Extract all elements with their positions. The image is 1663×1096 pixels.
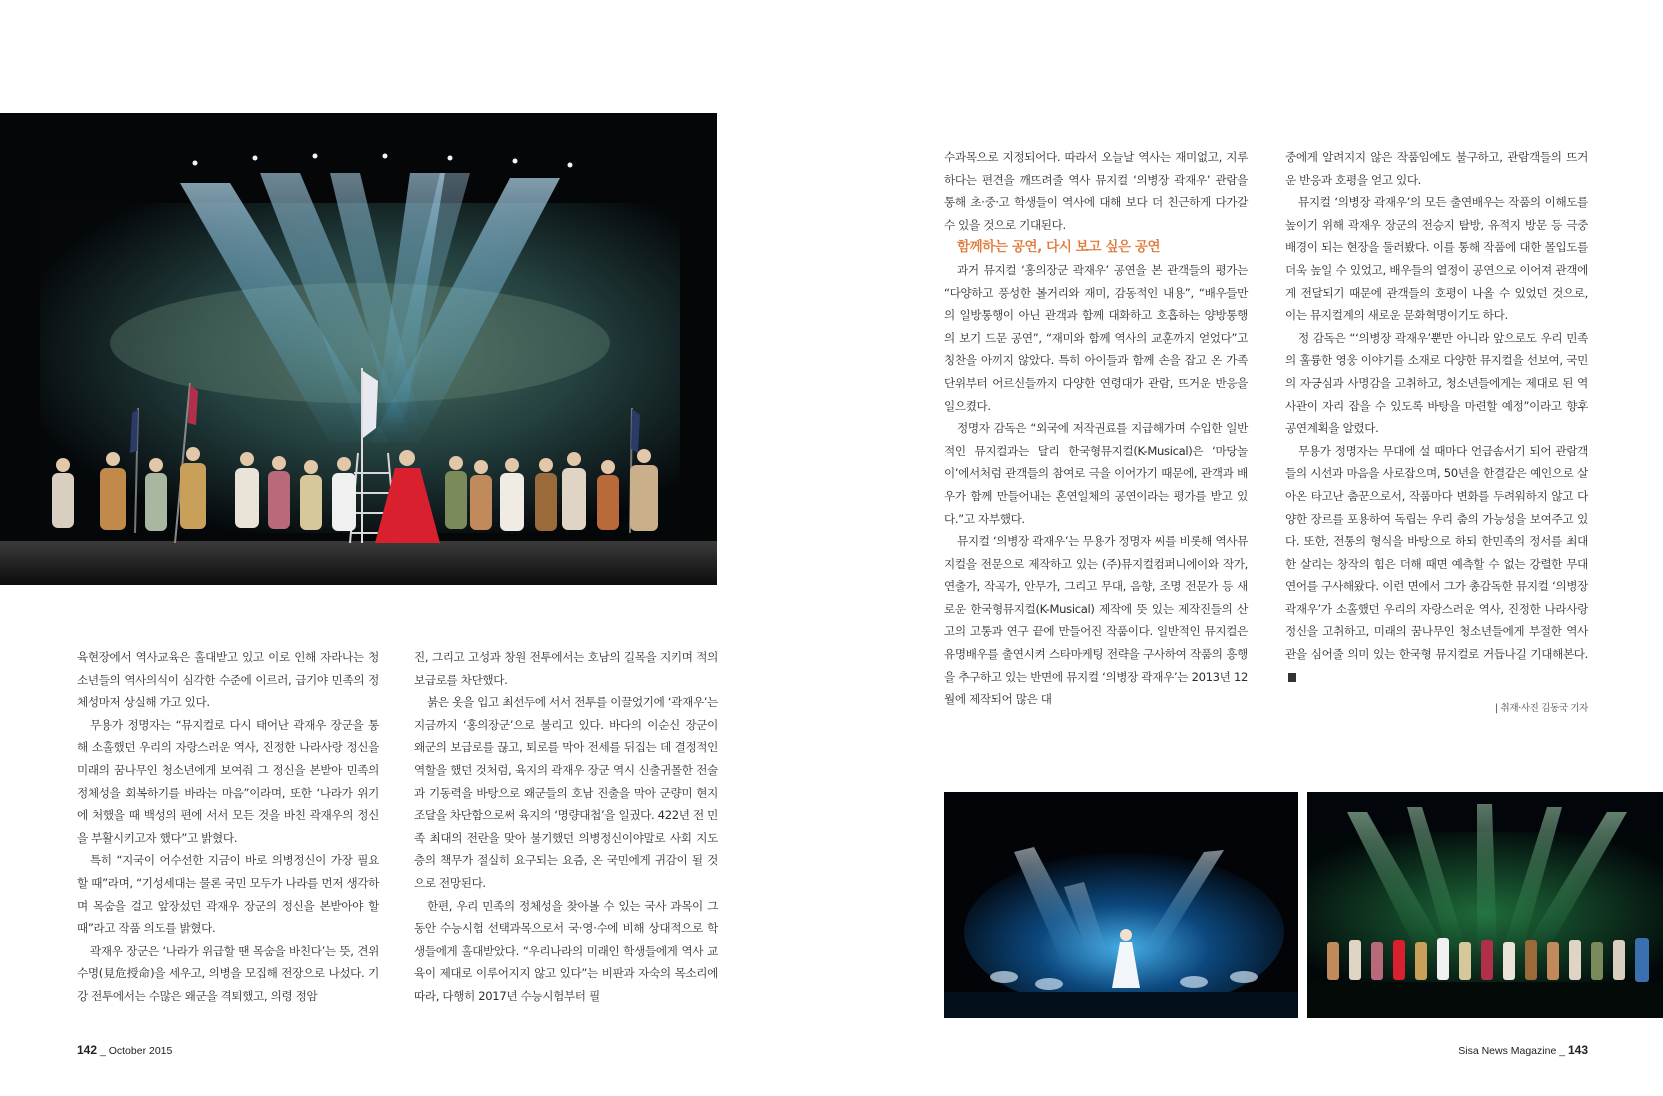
paragraph: 수과목으로 지정되어다. 따라서 오늘날 역사는 재미없고, 지루하다는 편견을 깨뜨려줄 역사 뮤지컬 ‘의병장 곽재우’ 관람을 통해 초·중·고 학생들이 역사에 대해 보다 더 친근하게 다가갈 수 있을 것으로 기대된다. xyxy=(944,150,1248,232)
paragraph: 곽재우 장군은 ‘나라가 위급할 땐 목숨을 바친다’는 뜻, 견위수명(見危授命)을 세우고, 의병을 모집해 전장으로 나섰다. 기강 전투에서는 수많은 왜군을 격퇴했고, 의령 정암 xyxy=(77,943,379,1003)
paragraph-text: 무용가 정명자는 무대에 설 때마다 언급솜서기 되어 관람객들의 시선과 마음을 사로잡으며, 50년을 한결같은 예인으로 살아온 타고난 춤꾼으로서, 작품마다 변화를 두려워하지 않고 다양한 장르를 포용하여 독립는 우리 춤의 가능성을 보여주고 있다. 또한, 전통의 형식을 바탕으로 하되 한민족의 정서를 최대한 살리는 창작의 힘은 더해 때면 예측할 수 없는 강렬한 무대 연어를 구사해왔다. 이런 면에서 그가 총감독한 뮤지컬 ‘의병장 곽재우’가 소홀했던 우리의 자랑스러운 역사, 진정한 나라사랑 정신을 고취하고, 미래의 꿈나무인 청소년들에게 부절한 역사관을 심어줄 의미 있는 한국형 뮤지컬로 거듭나길 기대해본다. xyxy=(1285,443,1588,662)
paragraph xyxy=(1285,440,1588,689)
paragraph: 뮤지컬 ‘의병장 곽재우’는 무용가 정명자 씨를 비롯해 역사뮤지컬을 전문으로 제작하고 있는 (주)뮤지컬컴퍼니에이와 작가, 연출가, 작곡가, 안무가, 그리고 무대, 음향, 조명 전문가 등 새로운 한국형뮤지컬(K-Musical) 제작에 뜻 있는 제작진들의 산고의 고통과 연구 끝에 만들어진 작품이다. 일반적인 뮤지컬은 유명배우를 출연시켜 스타마케팅 전략을 구사하여 작품의 흥행을 추구하고 있는 반면에 뮤지컬 ‘의병장 곽재우’는 2013년 12월에 제작되어 많은 대 xyxy=(944,534,1248,707)
end-mark-icon xyxy=(1288,673,1296,682)
magazine-name: Sisa News Magazine _ xyxy=(1458,1045,1566,1057)
left-page-column-1 xyxy=(77,646,379,1008)
left-page-folio xyxy=(77,1043,172,1057)
paragraph: 진, 그리고 고성과 창원 전투에서는 호남의 길목을 지키며 적의 보급로를 차단했다. xyxy=(414,650,718,687)
page-number: 142 xyxy=(77,1043,98,1057)
issue-date: _ October 2015 xyxy=(99,1045,173,1057)
stage-photo-main-image xyxy=(0,113,717,585)
paragraph: 중에게 알려지지 않은 작품임에도 불구하고, 관람객들의 뜨거운 반응과 호평을 얻고 있다. xyxy=(1285,150,1588,187)
paragraph: 정 감독은 “‘의병장 곽재우’뿐만 아니라 앞으로도 우리 민족의 훌륭한 영웅 이야기를 소재로 다양한 뮤지컬을 선보여, 국민의 자긍심과 사명감을 고취하고, 청소년들에게는 제대로 된 역사관이 자리 잡을 수 있도록 바탕을 마련할 예정”이라고 향후 공연계획을 알렸다. xyxy=(1285,330,1588,436)
stage-photo-solo xyxy=(944,792,1298,1018)
stage-photo-main xyxy=(0,113,717,585)
stage-photo-ensemble xyxy=(1307,792,1663,1018)
photo-credit: | 취재·사진 김동국 기자 xyxy=(1495,703,1588,715)
paragraph: 육현장에서 역사교육은 홀대받고 있고 이로 인해 자라나는 청소년들의 역사의식이 심각한 수준에 이르러, 급기야 민족의 정체성마저 상실해 가고 있다. xyxy=(77,650,379,710)
stage-photo-solo-image xyxy=(944,792,1298,1018)
paragraph: 무용가 정명자는 “뮤지컬로 다시 태어난 곽재우 장군을 통해 소홀했던 우리의 자랑스러운 역사, 진정한 나라사랑 정신을 미래의 꿈나무인 청소년에게 보여줘 그 정신을 본받아 민족의 정체성을 회복하기를 바라는 마음”이라며, 또한 ‘나라가 위기에 처했을 때 백성의 편에 서서 모든 것을 바친 곽재우의 정신을 부활시키고자 했다”고 밝혔다. xyxy=(77,717,379,845)
right-page-column-2 xyxy=(1285,146,1588,721)
left-page-column-2 xyxy=(414,646,718,1008)
paragraph: 특히 “지국이 어수선한 지금이 바로 의병정신이 가장 필요할 때”라며, “기성세대는 물론 국민 모두가 나라를 먼저 생각하며 목숨을 걸고 앞장섰던 곽재우 장군의 정신을 본받아야 할 때”라고 작품 의도를 밝혔다. xyxy=(77,853,379,936)
page-number: 143 xyxy=(1567,1043,1588,1057)
paragraph: 한편, 우리 민족의 정체성을 찾아볼 수 있는 국사 과목이 그동안 수능시험 선택과목으로서 국·영·수에 비해 상대적으로 학생들에게 홀대받았다. “우리나라의 미래인 학생들에게 역사 교육이 제대로 이루어지지 않고 있다”는 비판과 자숙의 목소리에 따라, 다행히 2017년 수능시험부터 필 xyxy=(414,898,718,1003)
paragraph: 과거 뮤지컬 ‘홍의장군 곽재우’ 공연을 본 관객들의 평가는 “다양하고 풍성한 볼거리와 재미, 감동적인 내용”, “배우들만의 일방통행이 아닌 관객과 함께 대화하고 호흡하는 양방통행의 보기 드문 공연”, “재미와 함께 역사의 교훈까지 얻었다”고 칭찬을 아끼지 않았다. 특히 아이들과 함께 손을 잡고 온 가족단위부터 어르신들까지 다양한 연령대가 관람, 뜨거운 반응을 일으켰다. xyxy=(944,262,1248,413)
paragraph: 붉은 옷을 입고 최선두에 서서 전투를 이끌었기에 ‘곽재우’는 지금까지 ‘홍의장군’으로 불리고 있다. 바다의 이순신 장군이 왜군의 보급로를 끊고, 퇴로를 막아 전세를 뒤집는 데 결정적인 역할을 했던 것처럼, 육지의 곽재우 장군 역시 신출귀몰한 전술과 기동력을 바탕으로 왜군들의 호남 진출을 막아 군량미 현지조달을 차단함으로써 육지의 ‘명량대첩’을 일궜다. 422년 전 민족 최대의 전란을 맞아 불기했던 의병정신이야말로 사회 지도층의 책무가 절실히 요구되는 요즘, 온 국민에게 귀감이 될 것으로 전망된다. xyxy=(414,695,718,890)
paragraph: 정명자 감독은 “외국에 저작권료를 지급해가며 수입한 일반적인 뮤지컬과는 달리 한국형뮤지컬(K-Musical)은 ‘마당놀이’에서처럼 관객들의 참여로 극을 이어가기 때문에, 관객과 배우가 함께 만들어내는 혼연일체의 공연이라는 평가를 받고 있다.”고 자부했다. xyxy=(944,421,1248,526)
stage-photo-ensemble-image xyxy=(1307,792,1663,1018)
right-page-folio xyxy=(1458,1043,1588,1057)
paragraph: 뮤지컬 ‘의병장 곽재우’의 모든 출연배우는 작품의 이해도를 높이기 위해 곽재우 장군의 전승지 탐방, 유적지 방문 등 극중 배경이 되는 현장을 둘러봤다. 이를 통해 작품에 대한 몰입도를 더욱 높일 수 있었고, 배우들의 열정이 공연으로 이어져 관객에게 전달되기 때문에 관객들의 호평이 나올 수 있었던 것으로, 이는 뮤지컬계의 새로운 문화혁명이기도 하다. xyxy=(1285,195,1588,323)
right-page-column-1 xyxy=(944,146,1248,711)
section-subhead: 함께하는 공연, 다시 보고 싶은 공연 xyxy=(957,239,1161,256)
